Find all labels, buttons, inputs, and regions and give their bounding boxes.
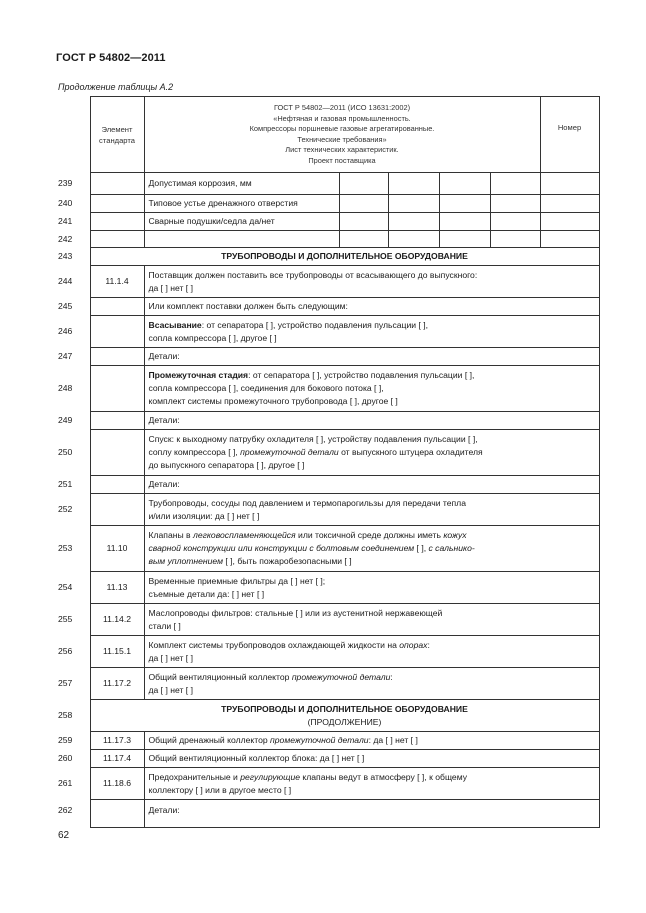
- row-number: 254: [58, 582, 73, 592]
- item-text: Или комплект поставки должен быть следующим:: [144, 298, 599, 316]
- item-text: Детали:: [144, 412, 599, 430]
- element-cell: [90, 213, 144, 231]
- spec-sheet-table: [58, 96, 600, 828]
- row-number: 258: [58, 710, 73, 720]
- value-cell[interactable]: [439, 213, 490, 231]
- row-number: 245: [58, 301, 73, 311]
- row-number: 246: [58, 326, 73, 336]
- value-cell[interactable]: [490, 213, 540, 231]
- row-number: 248: [58, 383, 73, 393]
- table-row: [58, 316, 599, 348]
- element-cell: [90, 348, 144, 366]
- row-number: 249: [58, 415, 73, 425]
- value-cell[interactable]: [490, 195, 540, 213]
- value-cell[interactable]: [388, 213, 439, 231]
- value-cell[interactable]: [339, 173, 388, 195]
- item-text: Временные приемные фильтры да [ ] нет [ ]; съемные детали да: [ ] нет [ ]: [144, 572, 599, 604]
- row-number: 252: [58, 504, 73, 514]
- row-number: 259: [58, 735, 73, 745]
- value-cell[interactable]: [540, 195, 599, 213]
- item-text: Трубопроводы, сосуды под давлением и термопарогильзы для передачи тепла и/или изоляции: да [ ] нет [ ]: [144, 494, 599, 526]
- row-number: 244: [58, 276, 73, 286]
- table-row: [58, 494, 599, 526]
- element-cell: 11.15.1: [90, 636, 144, 668]
- table-row: [58, 430, 599, 476]
- element-cell: [90, 173, 144, 195]
- table-continuation-caption: Продолжение таблицы А.2: [58, 82, 174, 92]
- element-cell: [90, 476, 144, 494]
- table-row: [58, 213, 599, 231]
- element-column-header: Элемент стандарта: [90, 97, 144, 173]
- item-text: Комплект системы трубопроводов охлаждающей жидкости на опорах: да [ ] нет [ ]: [144, 636, 599, 668]
- table-row: [58, 572, 599, 604]
- value-cell[interactable]: [388, 231, 439, 248]
- element-cell: 11.18.6: [90, 768, 144, 800]
- element-cell: 11.13: [90, 572, 144, 604]
- row-number: 260: [58, 753, 73, 763]
- number-column-header: Номер: [540, 97, 599, 173]
- page-number: 62: [58, 830, 70, 841]
- value-cell[interactable]: [388, 173, 439, 195]
- item-text: Детали:: [144, 476, 599, 494]
- table-row: [58, 412, 599, 430]
- row-number: 241: [58, 216, 73, 226]
- value-cell[interactable]: [339, 195, 388, 213]
- row-number: 251: [58, 479, 73, 489]
- element-cell: [90, 412, 144, 430]
- standard-title-header: ГОСТ Р 54802—2011 (ИСО 13631:2002) «Нефтяная и газовая промышленность. Компрессоры поршневые газовые агрегатированные. Технические требования» Лист технических характеристик. Проект поставщика: [144, 97, 540, 173]
- element-cell: [90, 195, 144, 213]
- row-number-header: [58, 97, 90, 173]
- row-number: 253: [58, 543, 73, 553]
- row-number: 257: [58, 678, 73, 688]
- table-row: [58, 195, 599, 213]
- row-number: 239: [58, 178, 73, 188]
- row-number: 255: [58, 614, 73, 624]
- element-cell: [90, 316, 144, 348]
- value-cell[interactable]: [540, 231, 599, 248]
- item-text: Общий дренажный коллектор промежуточной детали: да [ ] нет [ ]: [144, 732, 599, 750]
- section-title: ТРУБОПРОВОДЫ И ДОПОЛНИТЕЛЬНОЕ ОБОРУДОВАНИЕ: [90, 248, 599, 266]
- value-cell[interactable]: [490, 173, 540, 195]
- item-text: Общий вентиляционный коллектор промежуточной детали: да [ ] нет [ ]: [144, 668, 599, 700]
- element-cell: 11.17.3: [90, 732, 144, 750]
- row-number: 250: [58, 447, 73, 457]
- element-cell: [90, 800, 144, 828]
- item-text: Сварные подушки/седла да/нет: [144, 213, 339, 231]
- element-cell: [90, 366, 144, 412]
- value-cell[interactable]: [388, 195, 439, 213]
- section-header-row: [58, 248, 599, 266]
- row-number: 261: [58, 778, 73, 788]
- item-text: Предохранительные и регулирующие клапаны ведут в атмосферу [ ], к общему коллектору [ ] или в другое место [ ]: [144, 768, 599, 800]
- element-cell: 11.1.4: [90, 266, 144, 298]
- value-cell[interactable]: [490, 231, 540, 248]
- value-cell[interactable]: [439, 173, 490, 195]
- table-row: [58, 231, 599, 248]
- table-row: [58, 476, 599, 494]
- element-cell: 11.17.2: [90, 668, 144, 700]
- document-title: ГОСТ Р 54802—2011: [56, 52, 166, 64]
- element-cell: [90, 231, 144, 248]
- table-row: [58, 800, 599, 828]
- item-text: Маслопроводы фильтров: стальные [ ] или из аустенитной нержавеющей стали [ ]: [144, 604, 599, 636]
- table-row: [58, 750, 599, 768]
- value-cell[interactable]: [540, 173, 599, 195]
- row-number: 243: [58, 251, 73, 261]
- item-text: [144, 231, 339, 248]
- table-row: [58, 636, 599, 668]
- section-header-row: [58, 700, 599, 732]
- table-row: [58, 366, 599, 412]
- item-text: Допустимая коррозия, мм: [144, 173, 339, 195]
- row-number: 242: [58, 233, 73, 244]
- element-cell: 11.10: [90, 526, 144, 572]
- table-row: [58, 266, 599, 298]
- table-row: [58, 732, 599, 750]
- table-row: [58, 173, 599, 195]
- element-cell: [90, 494, 144, 526]
- row-number: 240: [58, 198, 73, 208]
- value-cell[interactable]: [439, 231, 490, 248]
- value-cell[interactable]: [439, 195, 490, 213]
- row-number: 256: [58, 646, 73, 656]
- table-row: [58, 604, 599, 636]
- value-cell[interactable]: [339, 231, 388, 248]
- item-text: Общий вентиляционный коллектор блока: да [ ] нет [ ]: [144, 750, 599, 768]
- table-header-row: [58, 97, 599, 173]
- element-cell: [90, 430, 144, 476]
- row-number: 262: [58, 804, 73, 815]
- value-cell[interactable]: [339, 213, 388, 231]
- element-cell: [90, 298, 144, 316]
- item-text: Спуск: к выходному патрубку охладителя [ ], устройству подавления пульсации [ ], соплу компрессора [ ], промежуточной детали от выпускного штуцера охладителя до выпускного сепаратора [ ], другое [ ]: [144, 430, 599, 476]
- item-text: Типовое устье дренажного отверстия: [144, 195, 339, 213]
- section-title: ТРУБОПРОВОДЫ И ДОПОЛНИТЕЛЬНОЕ ОБОРУДОВАНИЕ (ПРОДОЛЖЕНИЕ): [90, 700, 599, 732]
- item-text: Промежуточная стадия: от сепаратора [ ], устройство подавления пульсации [ ], сопла компрессора [ ], соединения для бокового потока [ ], комплект системы промежуточного трубопровода [ ], другое [ ]: [144, 366, 599, 412]
- value-cell[interactable]: [540, 213, 599, 231]
- item-text: Клапаны в легковоспламеняющейся или токсичной среде должны иметь кожух сварной конструкции или конструкции с болтовым соединением [ ], с сальнико- вым уплотнением [ ], быть пожаробезопасными [ ]: [144, 526, 599, 572]
- table-row: [58, 298, 599, 316]
- item-text: Поставщик должен поставить все трубопроводы от всасывающего до выпускного: да [ ] нет [ ]: [144, 266, 599, 298]
- table-row: [58, 526, 599, 572]
- item-text: Детали:: [144, 348, 599, 366]
- table-row: [58, 668, 599, 700]
- element-cell: 11.17.4: [90, 750, 144, 768]
- table-row: [58, 348, 599, 366]
- item-text: Детали:: [144, 800, 599, 828]
- table-row: [58, 768, 599, 800]
- element-cell: 11.14.2: [90, 604, 144, 636]
- item-text: Всасывание: от сепаратора [ ], устройство подавления пульсации [ ], сопла компрессора [ ], другое [ ]: [144, 316, 599, 348]
- row-number: 247: [58, 351, 73, 361]
